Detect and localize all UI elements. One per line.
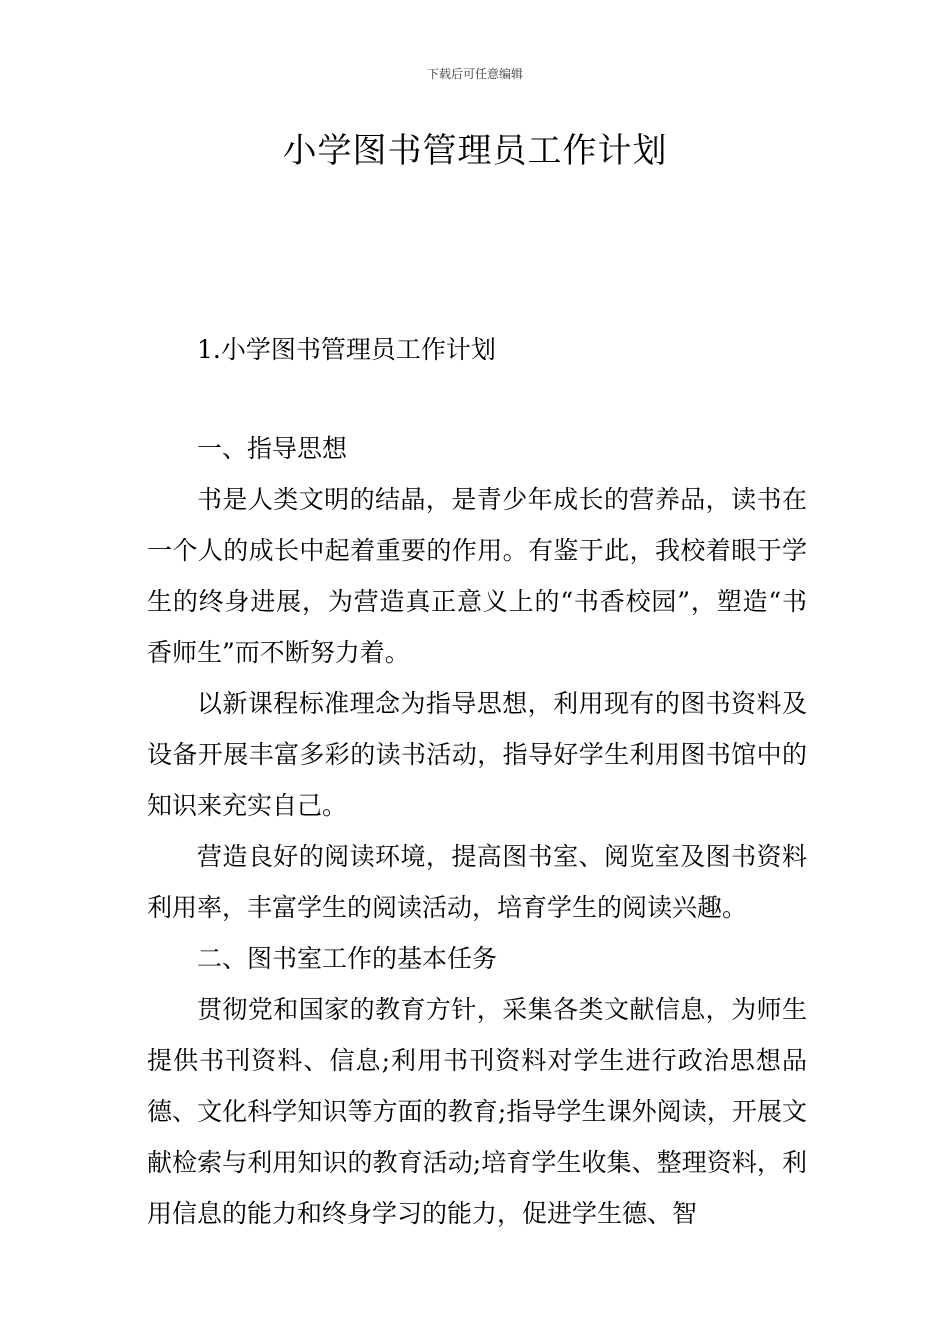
body-paragraph: 营造良好的阅读环境，提高图书室、阅览室及图书资料利用率，丰富学生的阅读活动，培育学生的阅读兴趣。 (147, 842, 807, 922)
body-paragraph: 以新课程标准理念为指导思想，利用现有的图书资料及设备开展丰富多彩的读书活动，指导好学生利用图书馆中的知识来充实自己。 (147, 689, 807, 820)
document-subtitle-block (147, 324, 807, 375)
body-paragraph: 贯彻党和国家的教育方针，采集各类文献信息，为师生提供书刊资料、信息;利用书刊资料对学生进行政治思想品德、文化科学知识等方面的教育;指导学生课外阅读，开展文献检索与利用知识的教育活动;培育学生收集、整理资料，利用信息的能力和终身学习的能力，促进学生德、智 (147, 995, 807, 1228)
document-subtitle: 1.小学图书管理员工作计划 (197, 335, 496, 364)
section-heading: 一、指导思想 (197, 434, 348, 463)
body-paragraph: 书是人类文明的结晶，是青少年成长的营养品，读书在一个人的成长中起着重要的作用。有鉴于此，我校着眼于学生的终身进展，为营造真正意义上的“书香校园”，塑造“书香师生”而不断努力着。 (147, 485, 807, 667)
document-title: 小学图书管理员工作计划 (282, 131, 668, 171)
document-body (147, 423, 807, 1239)
section-heading: 二、图书室工作的基本任务 (197, 944, 498, 973)
page-header-note: 下载后可任意编辑 (426, 67, 523, 81)
